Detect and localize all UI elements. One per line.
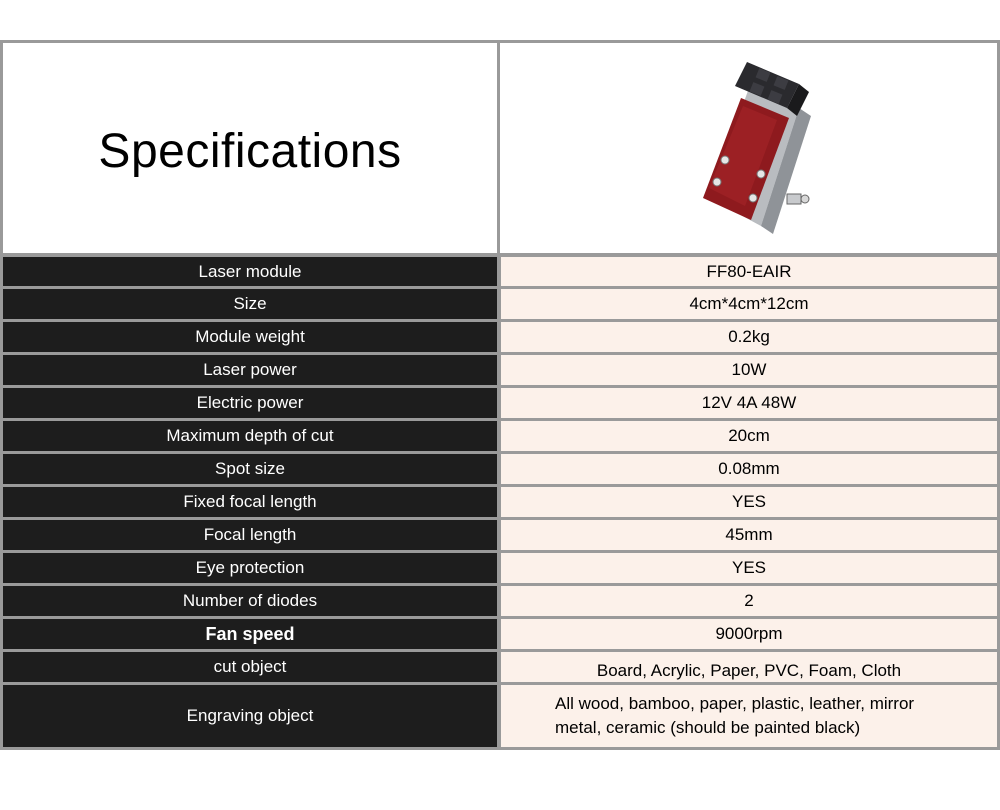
spec-row-label: Module weight: [3, 322, 497, 352]
spec-row-value: 0.2kg: [501, 322, 997, 352]
laser-module-image: [649, 48, 849, 248]
spec-row-value: YES: [501, 553, 997, 583]
spec-row-value: FF80-EAIR: [501, 257, 997, 286]
spec-row-label: Fan speed: [3, 619, 497, 649]
spec-row-label: Fixed focal length: [3, 487, 497, 517]
spec-row-label: Number of diodes: [3, 586, 497, 616]
spec-row-value-text: All wood, bamboo, paper, plastic, leather, mirror metal, ceramic (should be painted black): [555, 694, 915, 737]
spec-row-value: 4cm*4cm*12cm: [501, 289, 997, 319]
spec-row-value: 0.08mm: [501, 454, 997, 484]
spec-row-value: 12V 4A 48W: [501, 388, 997, 418]
spec-row-label: Focal length: [3, 520, 497, 550]
spec-row-value: 9000rpm: [501, 619, 997, 649]
title-cell: [3, 43, 497, 253]
spec-row-label: Laser power: [3, 355, 497, 385]
spec-row-label: Electric power: [3, 388, 497, 418]
spec-row-label: Spot size: [3, 454, 497, 484]
spec-row-label: Laser module: [3, 257, 497, 286]
product-image-cell: [500, 43, 997, 253]
spec-row-label: cut object: [3, 652, 497, 682]
spec-row-value: [501, 685, 997, 747]
spec-row-label: Eye protection: [3, 553, 497, 583]
spec-row-label: Size: [3, 289, 497, 319]
spec-row-value: Board, Acrylic, Paper, PVC, Foam, Cloth: [501, 652, 997, 682]
spec-row-value: 2: [501, 586, 997, 616]
spec-row-value: 45mm: [501, 520, 997, 550]
spec-row-value: 10W: [501, 355, 997, 385]
spec-row-label: Maximum depth of cut: [3, 421, 497, 451]
spec-row-value: YES: [501, 487, 997, 517]
page-title: Specifications: [98, 124, 402, 178]
spec-row-label: Engraving object: [3, 685, 497, 747]
spec-row-value: 20cm: [501, 421, 997, 451]
